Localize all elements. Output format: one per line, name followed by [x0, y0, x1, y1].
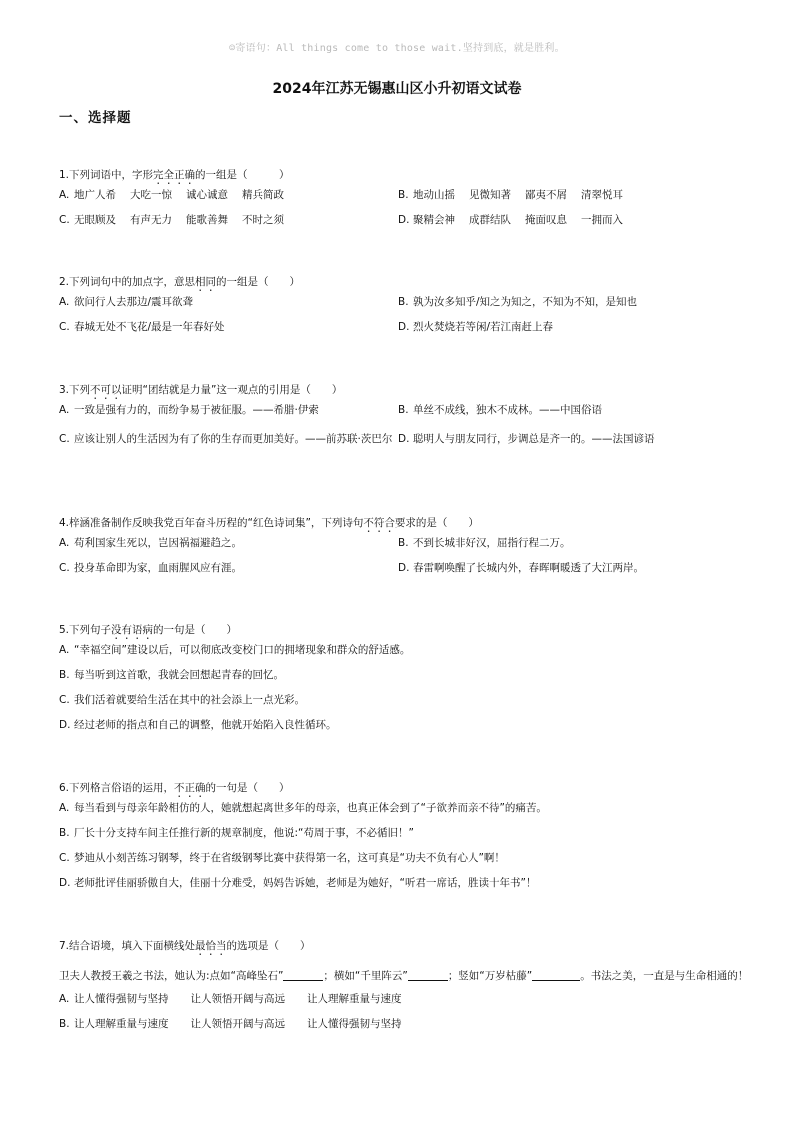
- question-stem: 5.下列句子没有语病的一句是（ ）: [59, 624, 238, 636]
- question-stem: 2.下列词句中的加点字，意思相同的一组是（ ）: [59, 276, 301, 288]
- emphasized-text: 完全正确: [153, 169, 196, 181]
- option-a[interactable]: A. “幸福空间”建设以后，可以彻底改变校门口的拥堵现象和群众的舒适感。: [59, 644, 411, 656]
- option-b[interactable]: B. 让人理解重量与速度 让人领悟开阔与高远 让人懂得强韧与坚持: [59, 1018, 402, 1030]
- answer-blank-2[interactable]: [408, 968, 448, 981]
- answer-blank-1[interactable]: [283, 968, 323, 981]
- question-1: [59, 167, 749, 237]
- option-b[interactable]: B. 厂长十分支持车间主任推行新的规章制度，他说:“苟周于事，不必循旧！”: [59, 827, 414, 839]
- option-c[interactable]: C. 应该让别人的生活因为有了你的生存而更加美好。——前苏联·茨巴尔: [59, 433, 393, 445]
- option-a[interactable]: A. 欲问行人去那边/震耳欲聋: [59, 296, 194, 308]
- question-stem: 7.结合语境，填入下面横线处最恰当的选项是（ ）: [59, 940, 311, 952]
- emphasized-text: 不可以: [90, 384, 122, 396]
- question-stem: 4.梓涵准备制作反映我党百年奋斗历程的“红色诗词集”，下列诗句不符合要求的是（ ）: [59, 517, 479, 529]
- option-d[interactable]: D. 春雷啊唤醒了长城内外，春晖啊暖透了大江两岸。: [398, 562, 644, 574]
- emphasized-text: 不符合: [363, 517, 395, 529]
- option-d[interactable]: D. 经过老师的指点和自己的调整，他就开始陷入良性循环。: [59, 719, 337, 731]
- option-a[interactable]: A. 地广人希 大吃一惊 诚心诚意 精兵简政: [59, 189, 284, 201]
- question-stem: 1.下列词语中，字形完全正确的一组是（ ）: [59, 169, 290, 181]
- option-d[interactable]: D. 聪明人与朋友同行，步调总是齐一的。——法国谚语: [398, 433, 655, 445]
- option-c[interactable]: C. 梦迪从小刻苦练习钢琴，终于在省级钢琴比赛中获得第一名，这可真是“功夫不负有心人”啊！: [59, 852, 505, 864]
- option-b[interactable]: B. 孰为汝多知乎/知之为知之，不知为不知，是知也: [398, 296, 638, 308]
- question-stem: 6.下列格言俗语的运用，不正确的一句是（ ）: [59, 782, 290, 794]
- option-a[interactable]: A. 让人懂得强韧与坚持 让人领悟开阔与高远 让人理解重量与速度: [59, 993, 402, 1005]
- question-4: [59, 515, 749, 585]
- emphasized-text: 相同: [195, 276, 217, 288]
- option-d[interactable]: D. 聚精会神 成群结队 掩面叹息 一拥而入: [398, 214, 623, 226]
- emphasized-text: 最恰当: [195, 940, 227, 952]
- section-heading: 一、选择题: [59, 110, 132, 126]
- option-b[interactable]: B. 单丝不成线，独木不成林。——中国俗语: [398, 404, 602, 416]
- option-a[interactable]: A. 每当看到与母亲年龄相仿的人，她就想起离世多年的母亲，也真正体会到了“子欲养而亲不待”的痛苦。: [59, 802, 547, 814]
- emphasized-text: 不正确: [174, 782, 206, 794]
- option-a[interactable]: A. 苟利国家生死以，岂因祸福避趋之。: [59, 537, 242, 549]
- emphasized-text: 没有语病: [111, 624, 154, 636]
- option-d[interactable]: D. 老师批评佳丽骄傲自大，佳丽十分难受，妈妈告诉她，老师是为她好，“听君一席话，胜读十年书”！: [59, 877, 537, 889]
- option-c[interactable]: C. 我们活着就要给生活在其中的社会添上一点光彩。: [59, 694, 305, 706]
- option-c[interactable]: C. 投身革命即为家，血雨腥风应有涯。: [59, 562, 242, 574]
- option-b[interactable]: B. 不到长城非好汉，屈指行程二万。: [398, 537, 571, 549]
- header-motto: ☺寄语句：All things come to those wait.坚持到底，就是胜利。: [229, 43, 565, 54]
- question-6: [59, 780, 749, 900]
- passage: 卫夫人教授王羲之书法，她认为:点如“高峰坠石” ；横如“千里阵云” ；竖如“万岁枯藤” 。书法之美，一直是与生命相通的！: [59, 970, 749, 982]
- question-7: [59, 938, 749, 1041]
- question-2: [59, 274, 749, 344]
- question-5: [59, 622, 749, 742]
- option-d[interactable]: D. 烈火焚烧若等闲/若江南赶上春: [398, 321, 554, 333]
- page-title: 2024年江苏无锡惠山区小升初语文试卷: [272, 81, 522, 97]
- option-c[interactable]: C. 无眼顾及 有声无力 能歌善舞 不时之须: [59, 214, 284, 226]
- option-c[interactable]: C. 春城无处不飞花/最是一年春好处: [59, 321, 225, 333]
- question-3: [59, 382, 749, 477]
- option-a[interactable]: A. 一致是强有力的，而纷争易于被征服。——希腊·伊索: [59, 404, 319, 416]
- question-stem: 3.下列不可以证明“团结就是力量”这一观点的引用是（ ）: [59, 384, 343, 396]
- option-b[interactable]: B. 每当听到这首歌，我就会回想起青春的回忆。: [59, 669, 284, 681]
- option-b[interactable]: B. 地动山摇 见微知著 鄙夷不屑 清翠悦耳: [398, 189, 623, 201]
- answer-blank-3[interactable]: [532, 968, 580, 981]
